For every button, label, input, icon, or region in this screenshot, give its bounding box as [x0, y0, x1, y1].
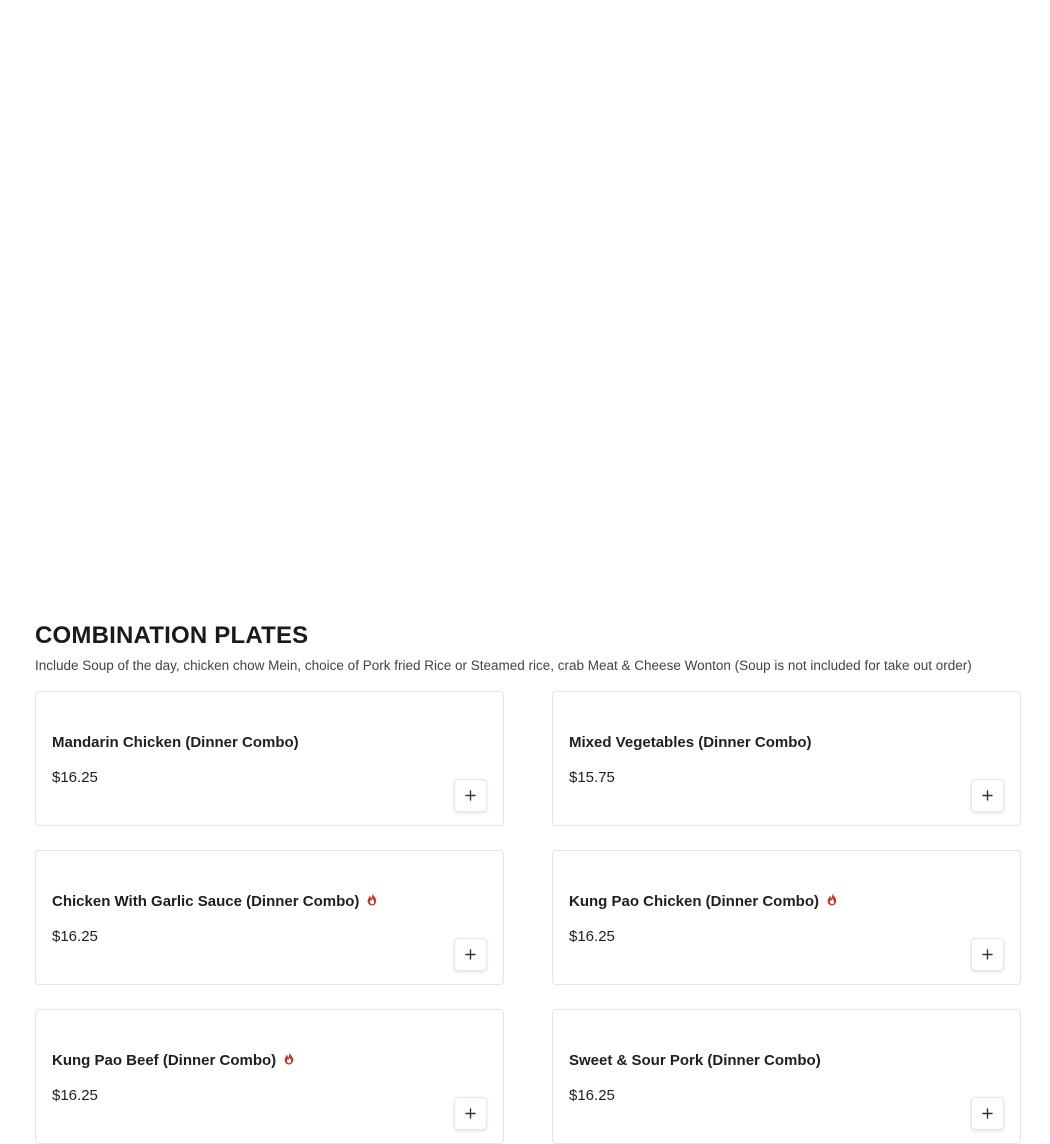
menu-item-card[interactable]	[552, 691, 1021, 826]
section-title: COMBINATION PLATES	[35, 622, 309, 649]
menu-item-name-row	[52, 734, 299, 751]
add-item-button[interactable]	[454, 938, 487, 971]
add-item-button[interactable]	[454, 779, 487, 812]
section-description: Include Soup of the day, chicken chow Mein, choice of Pork fried Rice or Steamed rice, crab Meat & Cheese Wonton (Soup is not included for take out order)	[35, 658, 972, 673]
plus-icon	[982, 949, 993, 960]
menu-item-card[interactable]	[552, 1009, 1021, 1144]
combination-plates-section	[35, 620, 1025, 675]
menu-item-name: Mixed Vegetables (Dinner Combo)	[569, 734, 812, 751]
menu-item-grid	[35, 691, 1021, 1144]
menu-item-name-row	[569, 1052, 821, 1069]
spicy-pepper-icon	[826, 892, 838, 906]
menu-item-price: $16.25	[52, 1087, 98, 1104]
menu-item-name-row	[52, 1052, 295, 1069]
add-item-button[interactable]	[971, 779, 1004, 812]
spicy-pepper-icon	[283, 1051, 295, 1065]
menu-item-name-row	[52, 893, 378, 910]
menu-item-name-row	[569, 734, 812, 751]
add-item-button[interactable]	[971, 938, 1004, 971]
plus-icon	[465, 790, 476, 801]
menu-item-card[interactable]	[35, 691, 504, 826]
menu-item-price: $16.25	[569, 1087, 615, 1104]
menu-item-price: $16.25	[569, 928, 615, 945]
menu-item-name: Chicken With Garlic Sauce (Dinner Combo)	[52, 893, 360, 910]
menu-item-price: $16.25	[52, 928, 98, 945]
plus-icon	[982, 790, 993, 801]
menu-item-card[interactable]	[552, 850, 1021, 985]
plus-icon	[465, 949, 476, 960]
menu-item-name: Kung Pao Chicken (Dinner Combo)	[569, 893, 820, 910]
menu-item-name: Mandarin Chicken (Dinner Combo)	[52, 734, 299, 751]
menu-item-name: Sweet & Sour Pork (Dinner Combo)	[569, 1052, 821, 1069]
menu-item-card[interactable]	[35, 1009, 504, 1144]
menu-item-price: $15.75	[569, 769, 615, 786]
menu-item-name-row	[569, 893, 838, 910]
menu-item-card[interactable]	[35, 850, 504, 985]
menu-item-price: $16.25	[52, 769, 98, 786]
menu-item-name: Kung Pao Beef (Dinner Combo)	[52, 1052, 277, 1069]
spicy-pepper-icon	[366, 892, 378, 906]
